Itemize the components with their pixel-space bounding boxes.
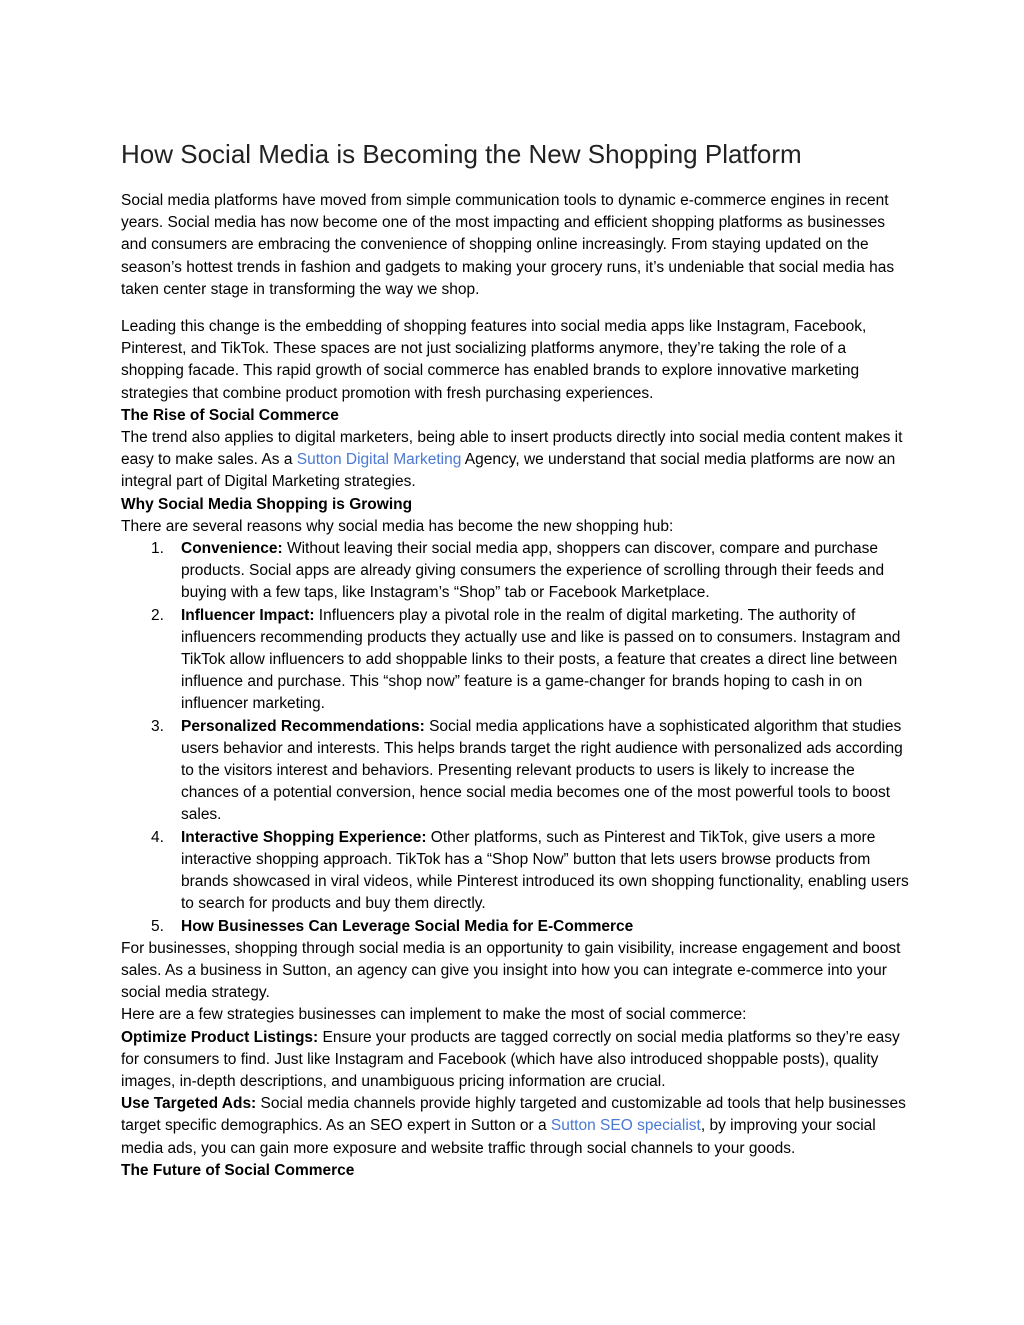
sutton-digital-marketing-link[interactable]: Sutton Digital Marketing (296, 451, 462, 469)
business-paragraph-2: Here are a few strategies businesses can implement to make the most of social commerce: (121, 1006, 747, 1024)
intro-paragraph-2: Leading this change is the embedding of shopping features into social media apps like Instagram, Facebook, Pinterest, and TikTok. These spaces are not just socializing platforms anymore, they’re taking the role of a shopping facade. This rapid growth of social commerce has enabled brands to explore innovative marketing strategies that combine product promotion with fresh purchasing experiences. (121, 318, 867, 402)
rise-text-before: The trend also applies to digital marketers, being able to insert products directly into social media content makes it easy to make sales. As a (121, 429, 903, 469)
optimize-label: Optimize Product Listings: (121, 1028, 319, 1046)
list-number: 1. (151, 540, 164, 558)
list-item-text: Without leaving their social media app, shoppers can discover, compare and purchase products. Social apps are already giving consumers the experience of scrolling through their feeds and buying with a few taps, like Instagram’s “Shop” tab or Facebook Marketplace. (181, 540, 885, 602)
list-item-label: How Businesses Can Leverage Social Media for E-Commerce (181, 917, 634, 935)
rise-text-after: Agency, we understand that social media platforms are now an integral part of Digital Marketing strategies. (121, 451, 896, 491)
list-item-label: Interactive Shopping Experience: (181, 828, 427, 846)
section-heading-future: The Future of Social Commerce (121, 1161, 355, 1179)
optimize-paragraph (121, 1027, 911, 1094)
intro-paragraph-1: Social media platforms have moved from simple communication tools to dynamic e-commerce engines in recent years. Social media has now become one of the most impacting and efficient shopping platforms as businesses and consumers are embracing the convenience of shopping online increasingly. From staying updated on the season’s hottest trends in fashion and gadgets to making your grocery runs, it’s undeniable that social media has taken center stage in transforming the way we shop. (121, 192, 895, 298)
list-item (121, 827, 911, 916)
section-heading-rise: The Rise of Social Commerce (121, 406, 339, 424)
reasons-list (121, 538, 911, 938)
list-item (121, 538, 911, 605)
list-number: 3. (151, 717, 164, 735)
list-item-label: Personalized Recommendations: (181, 717, 425, 735)
sutton-seo-specialist-link[interactable]: Sutton SEO specialist (550, 1117, 701, 1135)
document-page (121, 138, 911, 1182)
page-title: How Social Media is Becoming the New Shopping Platform (121, 139, 802, 169)
list-number: 5. (151, 917, 164, 935)
list-item (121, 916, 911, 938)
list-number: 2. (151, 606, 164, 624)
list-item (121, 716, 911, 827)
targeted-text-before: Social media channels provide highly targeted and customizable ad tools that help businesses target specific demographics. As an SEO expert in Sutton or a (121, 1095, 906, 1135)
list-item-text: Influencers play a pivotal role in the realm of digital marketing. The authority of influencers recommending products they actually use and like is passed on to consumers. Instagram and TikTok allow influencers to add shoppable links to their posts, a feature that creates a direct line between influence and purchase. This “shop now” feature is a game-changer for brands hoping to cash in on influencer marketing. (181, 606, 901, 713)
optimize-text: Ensure your products are tagged correctly on social media platforms so they’re easy for consumers to find. Just like Instagram and Facebook (which have also introduced shoppable posts), quality images, in-depth descriptions, and unambiguous pricing information are crucial. (121, 1028, 900, 1090)
targeted-ads-paragraph (121, 1093, 911, 1160)
targeted-text-after: , by improving your social media ads, you can gain more exposure and website traffic through social channels to your goods. (121, 1117, 876, 1157)
list-item-label: Convenience: (181, 540, 283, 558)
list-number: 4. (151, 828, 164, 846)
list-item-text: Social media applications have a sophisticated algorithm that studies users behavior and interests. This helps brands target the right audience with personalized ads according to the visitors interest and behaviors. Presenting relevant products to users is likely to increase the chances of a potential conversion, hence social media becomes one of the most powerful tools to boost sales. (181, 717, 903, 824)
why-intro: There are several reasons why social media has become the new shopping hub: (121, 517, 674, 535)
rise-paragraph (121, 427, 911, 494)
business-paragraph-1: For businesses, shopping through social media is an opportunity to gain visibility, increase engagement and boost sales. As a business in Sutton, an agency can give you insight into how you can integrate e-commerce into your social media strategy. (121, 939, 901, 1002)
list-item (121, 605, 911, 716)
list-item-label: Influencer Impact: (181, 606, 315, 624)
targeted-ads-label: Use Targeted Ads: (121, 1095, 257, 1113)
list-item-text: Other platforms, such as Pinterest and TikTok, give users a more interactive shopping approach. TikTok has a “Shop Now” button that lets users browse products from brands showcased in viral videos, while Pinterest introduced its own shopping functionality, enabling users to search for products and buy them directly. (181, 828, 909, 913)
section-heading-why: Why Social Media Shopping is Growing (121, 495, 413, 513)
